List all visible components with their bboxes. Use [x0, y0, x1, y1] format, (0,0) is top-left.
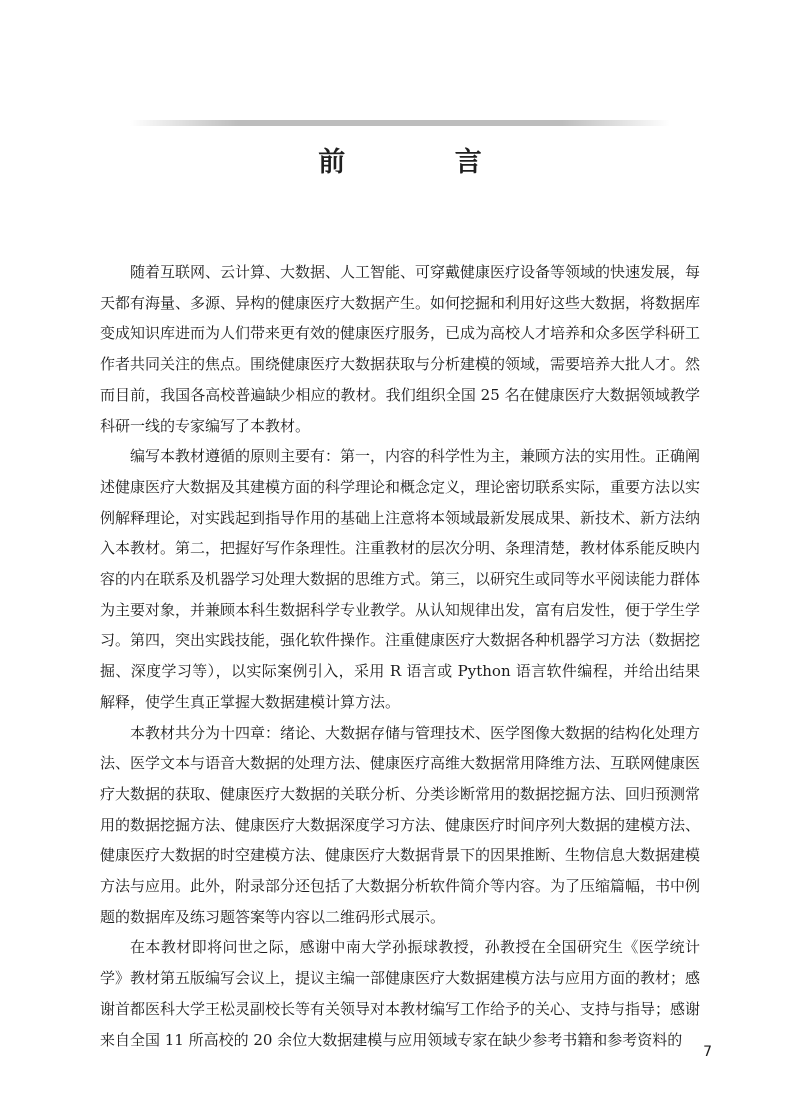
page-title: 前 言	[318, 147, 532, 178]
paragraph-1: 随着互联网、云计算、大数据、人工智能、可穿戴健康医疗设备等领域的快速发展，每天都有海量、多源、异构的健康医疗大数据产生。如何挖掘和利用好这些大数据，将数据库变成知识库进而为人们带来更有效的健康医疗服务，已成为高校人才培养和众多医学科研工作者共同关注的焦点。围绕健康医疗大数据获取与分析建模的领域，需要培养大批人才。然而目前，我国各高校普遍缺少相应的教材。我们组织全国 25 名在健康医疗大数据领域教学科研一线的专家编写了本教材。	[100, 263, 701, 435]
preface-body	[100, 257, 700, 1055]
page-number: 7	[703, 1044, 712, 1060]
paragraph-2: 编写本教材遵循的原则主要有：第一，内容的科学性为主，兼顾方法的实用性。正确阐述健康医疗大数据及其建模方面的科学理论和概念定义，理论密切联系实际，重要方法以实例解释理论，对实践起到指导作用的基础上注意将本领域最新发展成果、新技术、新方法纳入本教材。第二，把握好写作条理性。注重教材的层次分明、条理清楚，教材体系能反映内容的内在联系及机器学习处理大数据的思维方式。第三，以研究生或同等水平阅读能力群体为主要对象，并兼顾本科生数据科学专业教学。从认知规律出发，富有启发性，便于学生学习。第四，突出实践技能，强化软件操作。注重健康医疗大数据各种机器学习方法（数据挖掘、深度学习等），以实际案例引入，采用 R 语言或 Python 语言软件编程，并给出结果解释，使学生真正掌握大数据建模计算方法。	[100, 447, 701, 711]
paragraph-4: 在本教材即将问世之际，感谢中南大学孙振球教授，孙教授在全国研究生《医学统计学》教材第五版编写会议上，提议主编一部健康医疗大数据建模方法与应用方面的教材；感谢首都医科大学王松灵副校长等有关领导对本教材编写工作给予的关心、支持与指导；感谢来自全国 11 所高校的 20 余位大数据建模与应用领域专家在缺少参考书籍和参考资料的	[100, 938, 701, 1049]
paragraph-3: 本教材共分为十四章：绪论、大数据存储与管理技术、医学图像大数据的结构化处理方法、医学文本与语音大数据的处理方法、健康医疗高维大数据常用降维方法、互联网健康医疗大数据的获取、健康医疗大数据的关联分析、分类诊断常用的数据挖掘方法、回归预测常用的数据挖掘方法、健康医疗大数据深度学习方法、健康医疗时间序列大数据的建模方法、健康医疗大数据的时空建模方法、健康医疗大数据背景下的因果推断、生物信息大数据建模方法与应用。此外，附录部分还包括了大数据分析软件简介等内容。为了压缩篇幅，书中例题的数据库及练习题答案等内容以二维码形式展示。	[100, 723, 701, 926]
title-decoration-band	[130, 120, 670, 126]
